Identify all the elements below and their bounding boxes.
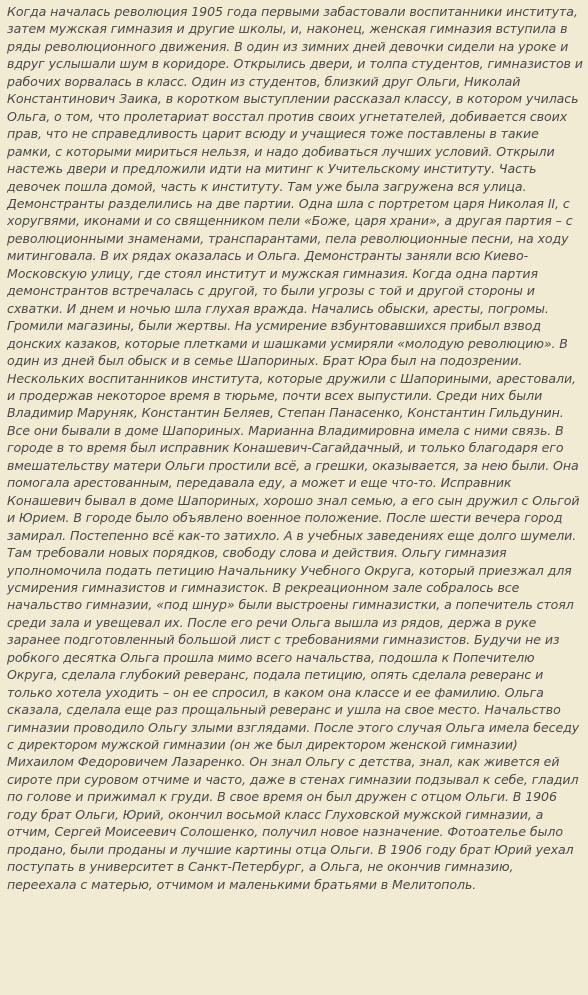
body-paragraph: Когда началась революция 1905 года первыми забастовали воспитанники института, затем мужская гимназия и другие школы, и, наконец, женская гимназия вступила в ряды революционного движения. В один из зимних дней девочки сидели на уроке и вдруг услышали шум в коридоре. Открылись двери, и толпа студентов, гимназистов и рабочих ворвалась в класс. Один из студентов, близкий друг Ольги, Николай Константинович Заика, в коротком выступлении рассказал классу, в котором училась Ольга, о том, что пролетариат восстал против своих угнетателей, добивается своих прав, что не справедливость царит всюду и учащиеся тоже поставлены в такие рамки, с которыми мириться нельзя, и надо добиваться лучших условий. Открыли настежь двери и предложили идти на митинг к Учительскому институту. Часть девочек пошла домой, часть к институту. Там уже была загружена вся улица. Демонстранты разделились на две партии. Одна шла с портретом царя Николая II, с хоругвями, иконами и со священником пели «Боже, царя храни», а другая партия – с революционными знаменами, транспарантами, пела революционные песни, на ходу митинговала. В их рядах оказалась и Ольга. Демонстранты заняли всю Киево-Московскую улицу, где стоял институт и мужская гимназия. Когда одна партия демонстрантов встречалась с другой, то были угрозы с той и другой стороны и схватки. И днем и ночью шла глухая вражда. Начались обыски, аресты, погромы. Громили магазины, были жертвы. На усмирение взбунтовавшихся прибыл взвод донских казаков, которые плетками и шашками усмиряли «молодую революцию». В один из дней был обыск и в семье Шапориных. Брат Юра был на подозрении. Нескольких воспитанников института, которые дружили с Шапориными, арестовали, и продержав некоторое время в тюрьме, почти всех выпустили. Среди них были Владимир Маруняк, Константин Беляев, Степан Панасенко, Константин Гильдунин. Все они бывали в доме Шапориных. Марианна Владимировна имела с ними связь. В городе в то время был исправник Конашевич-Сагайдачный, и только благодаря его вмешательству матери Ольги простили всё, а грешки, оказывается, за нею были. Она помогала арестованным, передавала еду, а может и еще что-то. Исправник Конашевич бывал в доме Шапориных, хорошо знал семью, а его сын дружил с Ольгой и Юрием. В городе было объявлено военное положение. После шести вечера город замирал. Постепенно всё как-то затихло. А в учебных заведениях еще долго шумели. Там требовали новых порядков, свободу слова и действия. Ольгу гимназия уполномочила подать петицию Начальнику Учебного Округа, который приезжал для усмирения гимназистов и гимназисток. В рекреационном зале собралось все начальство гимназии, «под шнур» были выстроены гимназистки, а попечитель стоял среди зала и увещевал их. После его речи Ольга вышла из рядов, держа в руке заранее подготовленный большой лист с требованиями гимназистов. Будучи не из робкого десятка Ольга прошла мимо всего начальства, подошла к Попечителю Округа, сделала глубокий реверанс, подала петицию, опять сделала реверанс и только хотела уходить – он ее спросил, в каком она классе и ее фамилию. Ольга сказала, сделала еще раз прощальный реверанс и ушла на свое место. Начальство гимназии проводило Ольгу злыми взглядами. После этого случая Ольга имела беседу с директором мужской гимназии (он же был директором женской гимназии) Михаилом Федоровичем Лазаренко. Он знал Ольгу с детства, знал, как живется ей сироте при суровом отчиме и часто, даже в стенах гимназии подзывал к себе, гладил по голове и прижимал к груди. В свое время он был дружен с отцом Ольги. В 1906 году брат Ольги, Юрий, окончил восьмой класс Глуховской мужской гимназии, а отчим, Сергей Моисеевич Солошенко, получил новое назначение. Фотоателье было продано, были проданы и лучшие картины отца Ольги. В 1906 году брат Юрий уехал поступать в университет в Санкт-Петербург, а Ольга, не окончив гимназию, переехала с матерью, отчимом и маленькими братьями в Мелитополь.: [7, 4, 583, 892]
